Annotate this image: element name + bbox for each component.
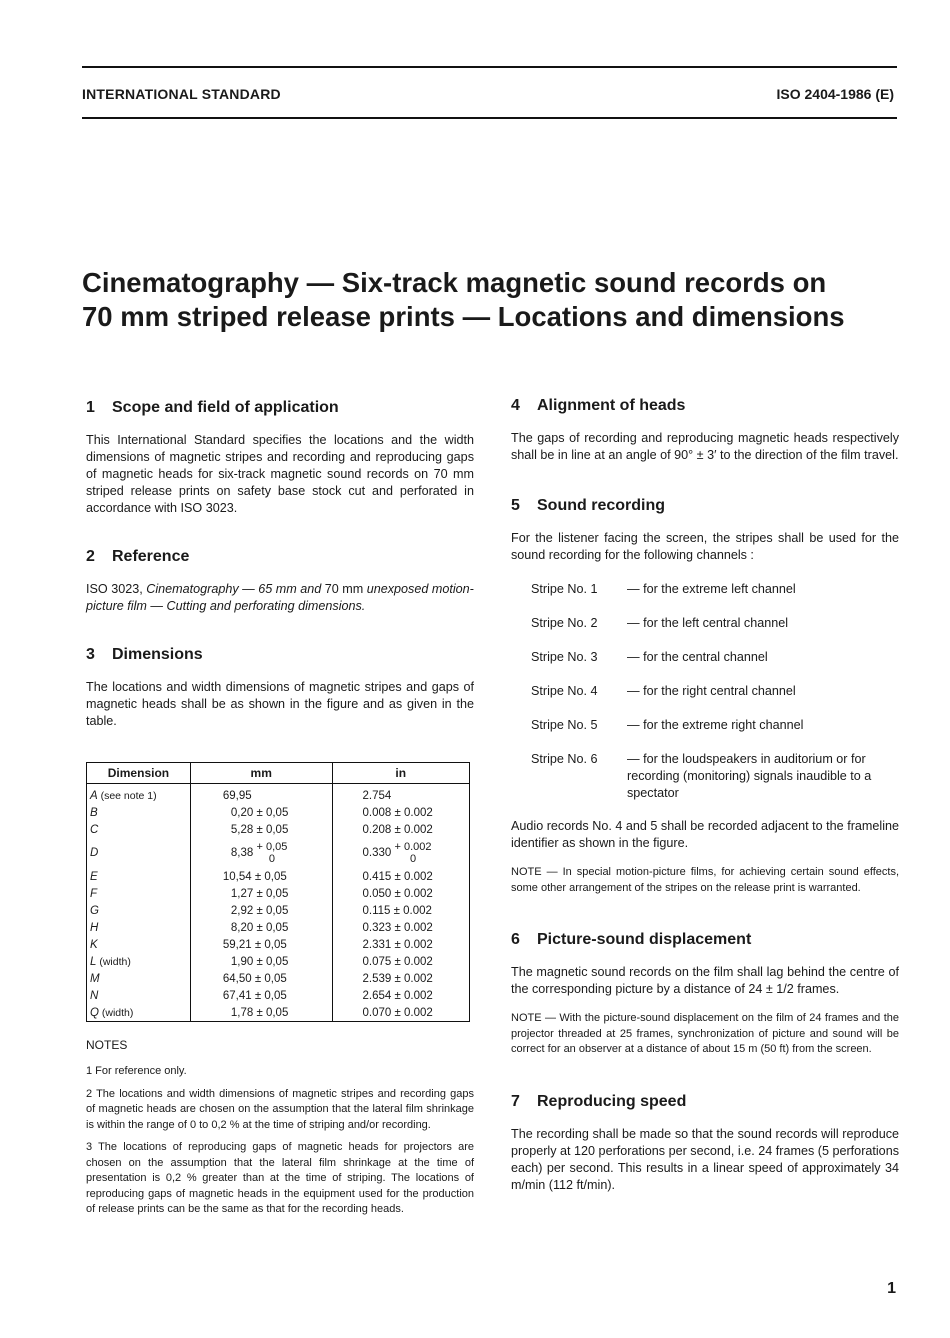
section-sound-recording: [511, 496, 899, 896]
section-note: NOTE — With the picture-sound displacement on the film of 24 frames and the projector threaded at 25 frames, synchronization of picture and sound will be correct for an observer at a distance of about 15 m (50 ft) from the screen.: [511, 1012, 899, 1055]
section-number: 3: [86, 646, 95, 663]
header-rule-top: [82, 66, 897, 68]
list-item: [531, 649, 899, 666]
dimension-symbol: G: [90, 904, 99, 917]
header-standard-label: INTERNATIONAL STANDARD: [82, 86, 281, 102]
dimension-cell: [87, 821, 191, 838]
stripe-channel: — for the extreme right channel: [627, 718, 804, 732]
table-header-row: [87, 763, 470, 784]
dimension-suffix: (width): [98, 1006, 134, 1019]
section-heading: [511, 930, 899, 950]
list-item: [531, 717, 899, 734]
table-notes: [86, 1038, 474, 1218]
note-2: 2 The locations and width dimensions of magnetic stripes and recording gaps of magnetic heads are chosen on the assumption that the lateral film shrinkage is within the range of 0 to 0,2 % at the time of striping and/or recording.: [86, 1087, 474, 1131]
dimension-cell: [87, 953, 191, 970]
list-item: [531, 683, 899, 700]
in-cell: 0.208 ± 0.002: [332, 821, 469, 838]
dimension-cell: [87, 970, 191, 987]
section-title: Sound recording: [537, 497, 665, 514]
section-heading: [511, 396, 899, 416]
mm-cell: 1,78 ± 0,05: [190, 1004, 332, 1022]
page-number: 1: [887, 1280, 896, 1297]
section-body: This International Standard specifies the locations and the width dimensions of magnetic stripes and recording and reproducing gaps of magnetic heads for six-track magnetic sound records on 70 mm striped release prints on safety base stock cut and perforated in accordance with ISO 3023.: [86, 433, 474, 515]
section-alignment: [511, 396, 899, 464]
mm-cell: 69,95: [190, 784, 332, 805]
stripe-channel: — for the loudspeakers in auditorium or for recording (monitoring) signals inaudible to a spectator: [627, 752, 872, 800]
in-nominal: 0.330: [362, 847, 392, 860]
section-number: 7: [511, 1092, 520, 1110]
section-title: Reference: [112, 548, 190, 565]
dimension-symbol: D: [90, 847, 99, 859]
dimension-suffix: (width): [96, 955, 131, 968]
in-cell: 2.539 ± 0.002: [332, 970, 469, 987]
tolerance-lower: 0: [268, 853, 275, 865]
dimension-symbol: M: [90, 972, 100, 985]
section-note: NOTE — In special motion-picture films, for achieving certain sound effects, some other arrangement of the stripes on the release print is warranted.: [511, 866, 899, 894]
section-scope: [86, 398, 474, 517]
dimension-cell: [87, 987, 191, 1004]
section-body: The magnetic sound records on the film shall lag behind the centre of the corresponding picture by a distance of 24 ± 1/2 frames.: [511, 965, 899, 996]
stripe-channel: — for the central channel: [627, 650, 768, 664]
mm-cell: 10,54 ± 0,05: [190, 868, 332, 885]
list-item: [531, 581, 899, 598]
table-row: [87, 804, 470, 821]
table-row: [87, 987, 470, 1004]
dimension-cell: [87, 885, 191, 902]
in-cell: 2.654 ± 0.002: [332, 987, 469, 1004]
mm-cell: 1,90 ± 0,05: [190, 953, 332, 970]
in-cell: [332, 838, 469, 868]
in-cell: 0.050 ± 0.002: [332, 885, 469, 902]
title-line-2: 70 mm striped release prints — Locations and dimensions: [82, 301, 845, 332]
table-row: [87, 838, 470, 868]
stripe-list: [511, 581, 899, 802]
mm-cell: 1,27 ± 0,05: [190, 885, 332, 902]
dimension-symbol: A: [90, 789, 98, 802]
section-dimensions: [86, 645, 474, 730]
dimension-cell: [87, 804, 191, 821]
mm-nominal: 8,38: [230, 847, 254, 860]
reference-title-b: 70 mm: [324, 582, 364, 596]
column-header-mm: mm: [190, 763, 332, 784]
section-reproducing-speed: [511, 1092, 899, 1194]
left-column: [86, 398, 474, 1225]
stripe-channel: — for the left central channel: [627, 616, 789, 630]
dimension-cell: [87, 838, 191, 868]
stripe-label: Stripe No. 6: [531, 752, 598, 766]
section-heading: [511, 496, 899, 516]
mm-cell: 8,20 ± 0,05: [190, 919, 332, 936]
mm-tolerance: [256, 841, 287, 865]
notes-heading: NOTES: [86, 1038, 128, 1052]
tolerance-upper: + 0,05: [256, 841, 288, 853]
section-heading: [86, 645, 474, 665]
reference-title-c: unexposed motion-picture film — Cutting and perforating dimensions.: [86, 582, 474, 613]
dimension-symbol: F: [90, 887, 98, 900]
dimension-cell: [87, 919, 191, 936]
dimension-cell: [87, 1004, 191, 1022]
mm-cell: 67,41 ± 0,05: [190, 987, 332, 1004]
document-title: [82, 266, 912, 334]
table-row: [87, 868, 470, 885]
in-cell: 0.115 ± 0.002: [332, 902, 469, 919]
table-row: [87, 902, 470, 919]
dimension-symbol: N: [90, 989, 99, 1002]
header-standard-number: ISO 2404-1986 (E): [776, 86, 894, 102]
dimension-symbol: K: [90, 938, 98, 951]
in-cell: 0.070 ± 0.002: [332, 1004, 469, 1022]
table-row: [87, 953, 470, 970]
section-heading: [511, 1092, 899, 1112]
table-row: [87, 970, 470, 987]
dimension-cell: [87, 902, 191, 919]
table-row: [87, 936, 470, 953]
section-picture-sound-displacement: [511, 930, 899, 1058]
dimension-symbol: L: [90, 955, 97, 968]
section-body: Audio records No. 4 and 5 shall be recorded adjacent to the frameline identifier as shown in the figure.: [511, 819, 899, 850]
column-header-dimension: Dimension: [87, 763, 191, 784]
table-row: [87, 821, 470, 838]
table-row: [87, 919, 470, 936]
stripe-label: Stripe No. 4: [531, 684, 598, 698]
section-title: Scope and field of application: [112, 399, 339, 416]
in-cell: 2.754: [332, 784, 469, 805]
right-column: [511, 396, 899, 1194]
stripe-label: Stripe No. 2: [531, 616, 598, 630]
dimension-cell: [87, 936, 191, 953]
section-reference: [86, 547, 474, 615]
title-line-1: Cinematography — Six-track magnetic sound records on: [82, 267, 827, 298]
section-number: 6: [511, 931, 520, 948]
section-body: The gaps of recording and reproducing magnetic heads respectively shall be in line at an angle of 90° ± 3′ to the direction of the film travel.: [511, 431, 899, 462]
dimension-cell: [87, 868, 191, 885]
in-cell: 0.075 ± 0.002: [332, 953, 469, 970]
in-tolerance: [395, 841, 432, 865]
section-title: Reproducing speed: [537, 1092, 687, 1110]
section-title: Picture-sound displacement: [537, 931, 752, 948]
stripe-label: Stripe No. 3: [531, 650, 598, 664]
dimension-symbol: H: [90, 921, 99, 934]
section-body: The locations and width dimensions of magnetic stripes and gaps of magnetic heads shall be as shown in the figure and as given in the table.: [86, 680, 474, 728]
section-number: 1: [86, 399, 95, 416]
section-number: 5: [511, 497, 520, 514]
note-1: 1 For reference only.: [86, 1065, 187, 1077]
table-row: [87, 1004, 470, 1022]
table-row: [87, 885, 470, 902]
dimension-cell: [87, 784, 191, 805]
mm-cell: 5,28 ± 0,05: [190, 821, 332, 838]
section-heading: [86, 398, 474, 418]
stripe-channel: — for the right central channel: [627, 684, 796, 698]
section-number: 4: [511, 397, 520, 414]
stripe-label: Stripe No. 1: [531, 582, 598, 596]
section-number: 2: [86, 548, 95, 565]
column-header-in: in: [332, 763, 469, 784]
reference-title-a: Cinematography — 65 mm: [146, 582, 297, 596]
in-cell: 0.323 ± 0.002: [332, 919, 469, 936]
list-item: [531, 751, 899, 802]
reference-and: and: [300, 582, 322, 596]
stripe-channel: — for the extreme left channel: [627, 582, 796, 596]
section-title: Alignment of heads: [537, 397, 686, 414]
tolerance-upper: + 0.002: [394, 841, 432, 853]
section-body: The recording shall be made so that the sound records will reproduce properly at 120 perforations per second, i.e. 24 frames (5 perforations each) per second. This results in a linear speed of approximately 34 m/min (112 ft/min).: [511, 1126, 899, 1192]
mm-cell: 2,92 ± 0,05: [190, 902, 332, 919]
tolerance-lower: 0: [409, 853, 417, 865]
in-cell: 2.331 ± 0.002: [332, 936, 469, 953]
dimension-suffix: (see note 1): [97, 789, 157, 802]
dimension-symbol: B: [90, 806, 98, 819]
table-row: [87, 784, 470, 805]
header-rule-bottom: [82, 117, 897, 119]
mm-cell: 64,50 ± 0,05: [190, 970, 332, 987]
reference-code: ISO 3023,: [86, 582, 143, 596]
dimension-symbol: Q: [90, 1006, 99, 1019]
mm-cell: [190, 838, 332, 868]
section-intro: For the listener facing the screen, the stripes shall be used for the sound recording for the following channels :: [511, 531, 899, 562]
dimensions-table: [86, 762, 470, 1022]
section-heading: [86, 547, 474, 567]
stripe-label: Stripe No. 5: [531, 718, 598, 732]
mm-cell: 59,21 ± 0,05: [190, 936, 332, 953]
note-3: 3 The locations of reproducing gaps of magnetic heads for projectors are chosen on the assumption that the lateral film shrinkage at the time of presentation is 0,2 % greater than at the time of striping. The locations of reproducing gaps of magnetic heads in the equipment used for the production of release prints can be the same as that for the recording heads.: [86, 1141, 474, 1215]
dimension-symbol: C: [90, 823, 99, 836]
section-title: Dimensions: [112, 646, 203, 663]
reference-text: [86, 581, 474, 615]
dimension-symbol: E: [90, 870, 98, 883]
in-cell: 0.415 ± 0.002: [332, 868, 469, 885]
mm-cell: 0,20 ± 0,05: [190, 804, 332, 821]
in-cell: 0.008 ± 0.002: [332, 804, 469, 821]
list-item: [531, 615, 899, 632]
